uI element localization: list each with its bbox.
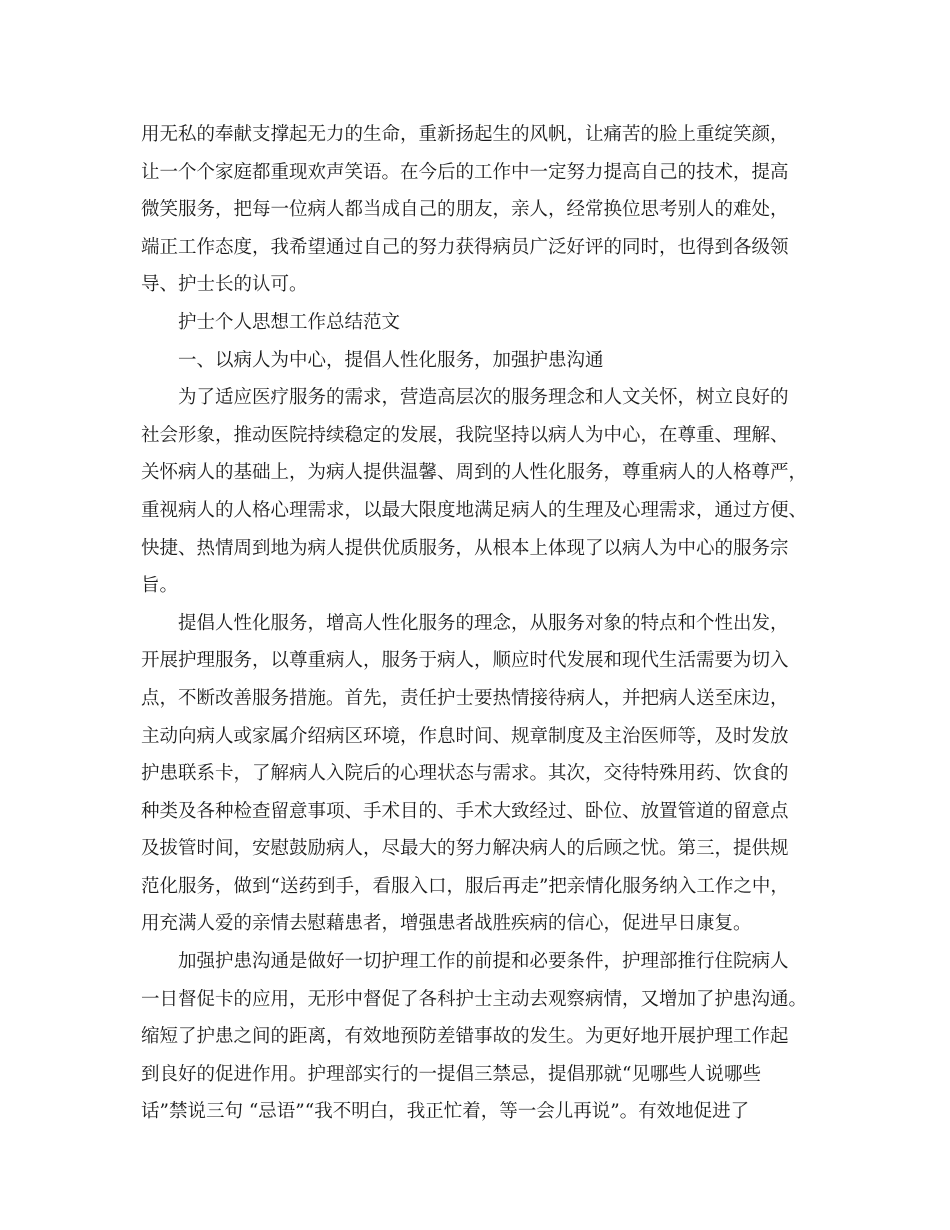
- text-line: 护患联系卡，了解病人入院后的心理状态与需求。其次，交待特殊用药、饮食的: [141, 763, 789, 785]
- text-line: 护士个人思想工作总结范文: [178, 311, 401, 333]
- text-line: 微笑服务，把每一位病人都当成自己的朋友，亲人，经常换位思考别人的难处，: [141, 199, 789, 221]
- text-line: 缩短了护患之间的距离，有效地预防差错事故的发生。为更好地开展护理工作起: [141, 1026, 789, 1048]
- text-line: 种类及各种检查留意事项、手术目的、手术大致经过、卧位、放置管道的留意点: [141, 800, 789, 822]
- text-line: 快捷、热情周到地为病人提供优质服务，从根本上体现了以病人为中心的服务宗: [141, 537, 789, 559]
- text-line: 端正工作态度，我希望通过自己的努力获得病员广泛好评的同时，也得到各级领: [141, 236, 789, 258]
- text-line: 重视病人的人格心理需求，以最大限度地满足病人的生理及心理需求，通过方便、: [141, 499, 808, 521]
- text-line: 旨。: [141, 575, 179, 597]
- text-line: 用无私的奉献支撑起无力的生命，重新扬起生的风帆，让痛苦的脸上重绽笑颜，: [141, 124, 789, 145]
- text-line: 为了适应医疗服务的需求，营造高层次的服务理念和人文关怀，树立良好的: [178, 387, 789, 409]
- text-line: 到良好的促进作用。护理部实行的一提倡三禁忌，提倡那就“见哪些人说哪些: [141, 1063, 761, 1085]
- text-line: 用充满人爱的亲情去慰藉患者，增强患者战胜疾病的信心，促进早日康复。: [141, 913, 752, 935]
- text-line: 一、以病人为中心，提倡人性化服务，加强护患沟通: [178, 349, 604, 371]
- text-line: 范化服务，做到“送药到手，看服入口，服后再走”把亲情化服务纳入工作之中，: [141, 875, 789, 897]
- text-line: 加强护患沟通是做好一切护理工作的前提和必要条件，护理部推行住院病人: [178, 951, 789, 973]
- text-line: 主动向病人或家属介绍病区环境，作息时间、规章制度及主治医师等，及时发放: [141, 725, 789, 747]
- text-line: 关怀病人的基础上，为病人提供温馨、周到的人性化服务，尊重病人的人格尊严，: [141, 462, 808, 484]
- text-line: 社会形象，推动医院持续稳定的发展，我院坚持以病人为中心，在尊重、理解、: [141, 424, 789, 446]
- document-body: [141, 116, 809, 1131]
- text-line: 一日督促卡的应用，无形中督促了各科护士主动去观察病情，又增加了护患沟通。: [141, 988, 808, 1010]
- text-line: 话”禁说三句 “忌语”“我不明白，我正忙着，等一会儿再说”。有效地促进了: [141, 1101, 750, 1123]
- text-line: 导、护士长的认可。: [141, 274, 308, 296]
- text-line: 开展护理服务，以尊重病人，服务于病人，顺应时代发展和现代生活需要为切入: [141, 650, 789, 672]
- text-line: 点，不断改善服务措施。首先，责任护士要热情接待病人，并把病人送至床边，: [141, 687, 789, 709]
- text-line: 让一个个家庭都重现欢声笑语。在今后的工作中一定努力提高自己的技术，提高: [141, 161, 789, 183]
- text-line: 提倡人性化服务，增高人性化服务的理念，从服务对象的特点和个性出发，: [178, 612, 789, 634]
- text-line: 及拔管时间，安慰鼓励病人，尽最大的努力解决病人的后顾之忧。第三，提供规: [141, 838, 789, 860]
